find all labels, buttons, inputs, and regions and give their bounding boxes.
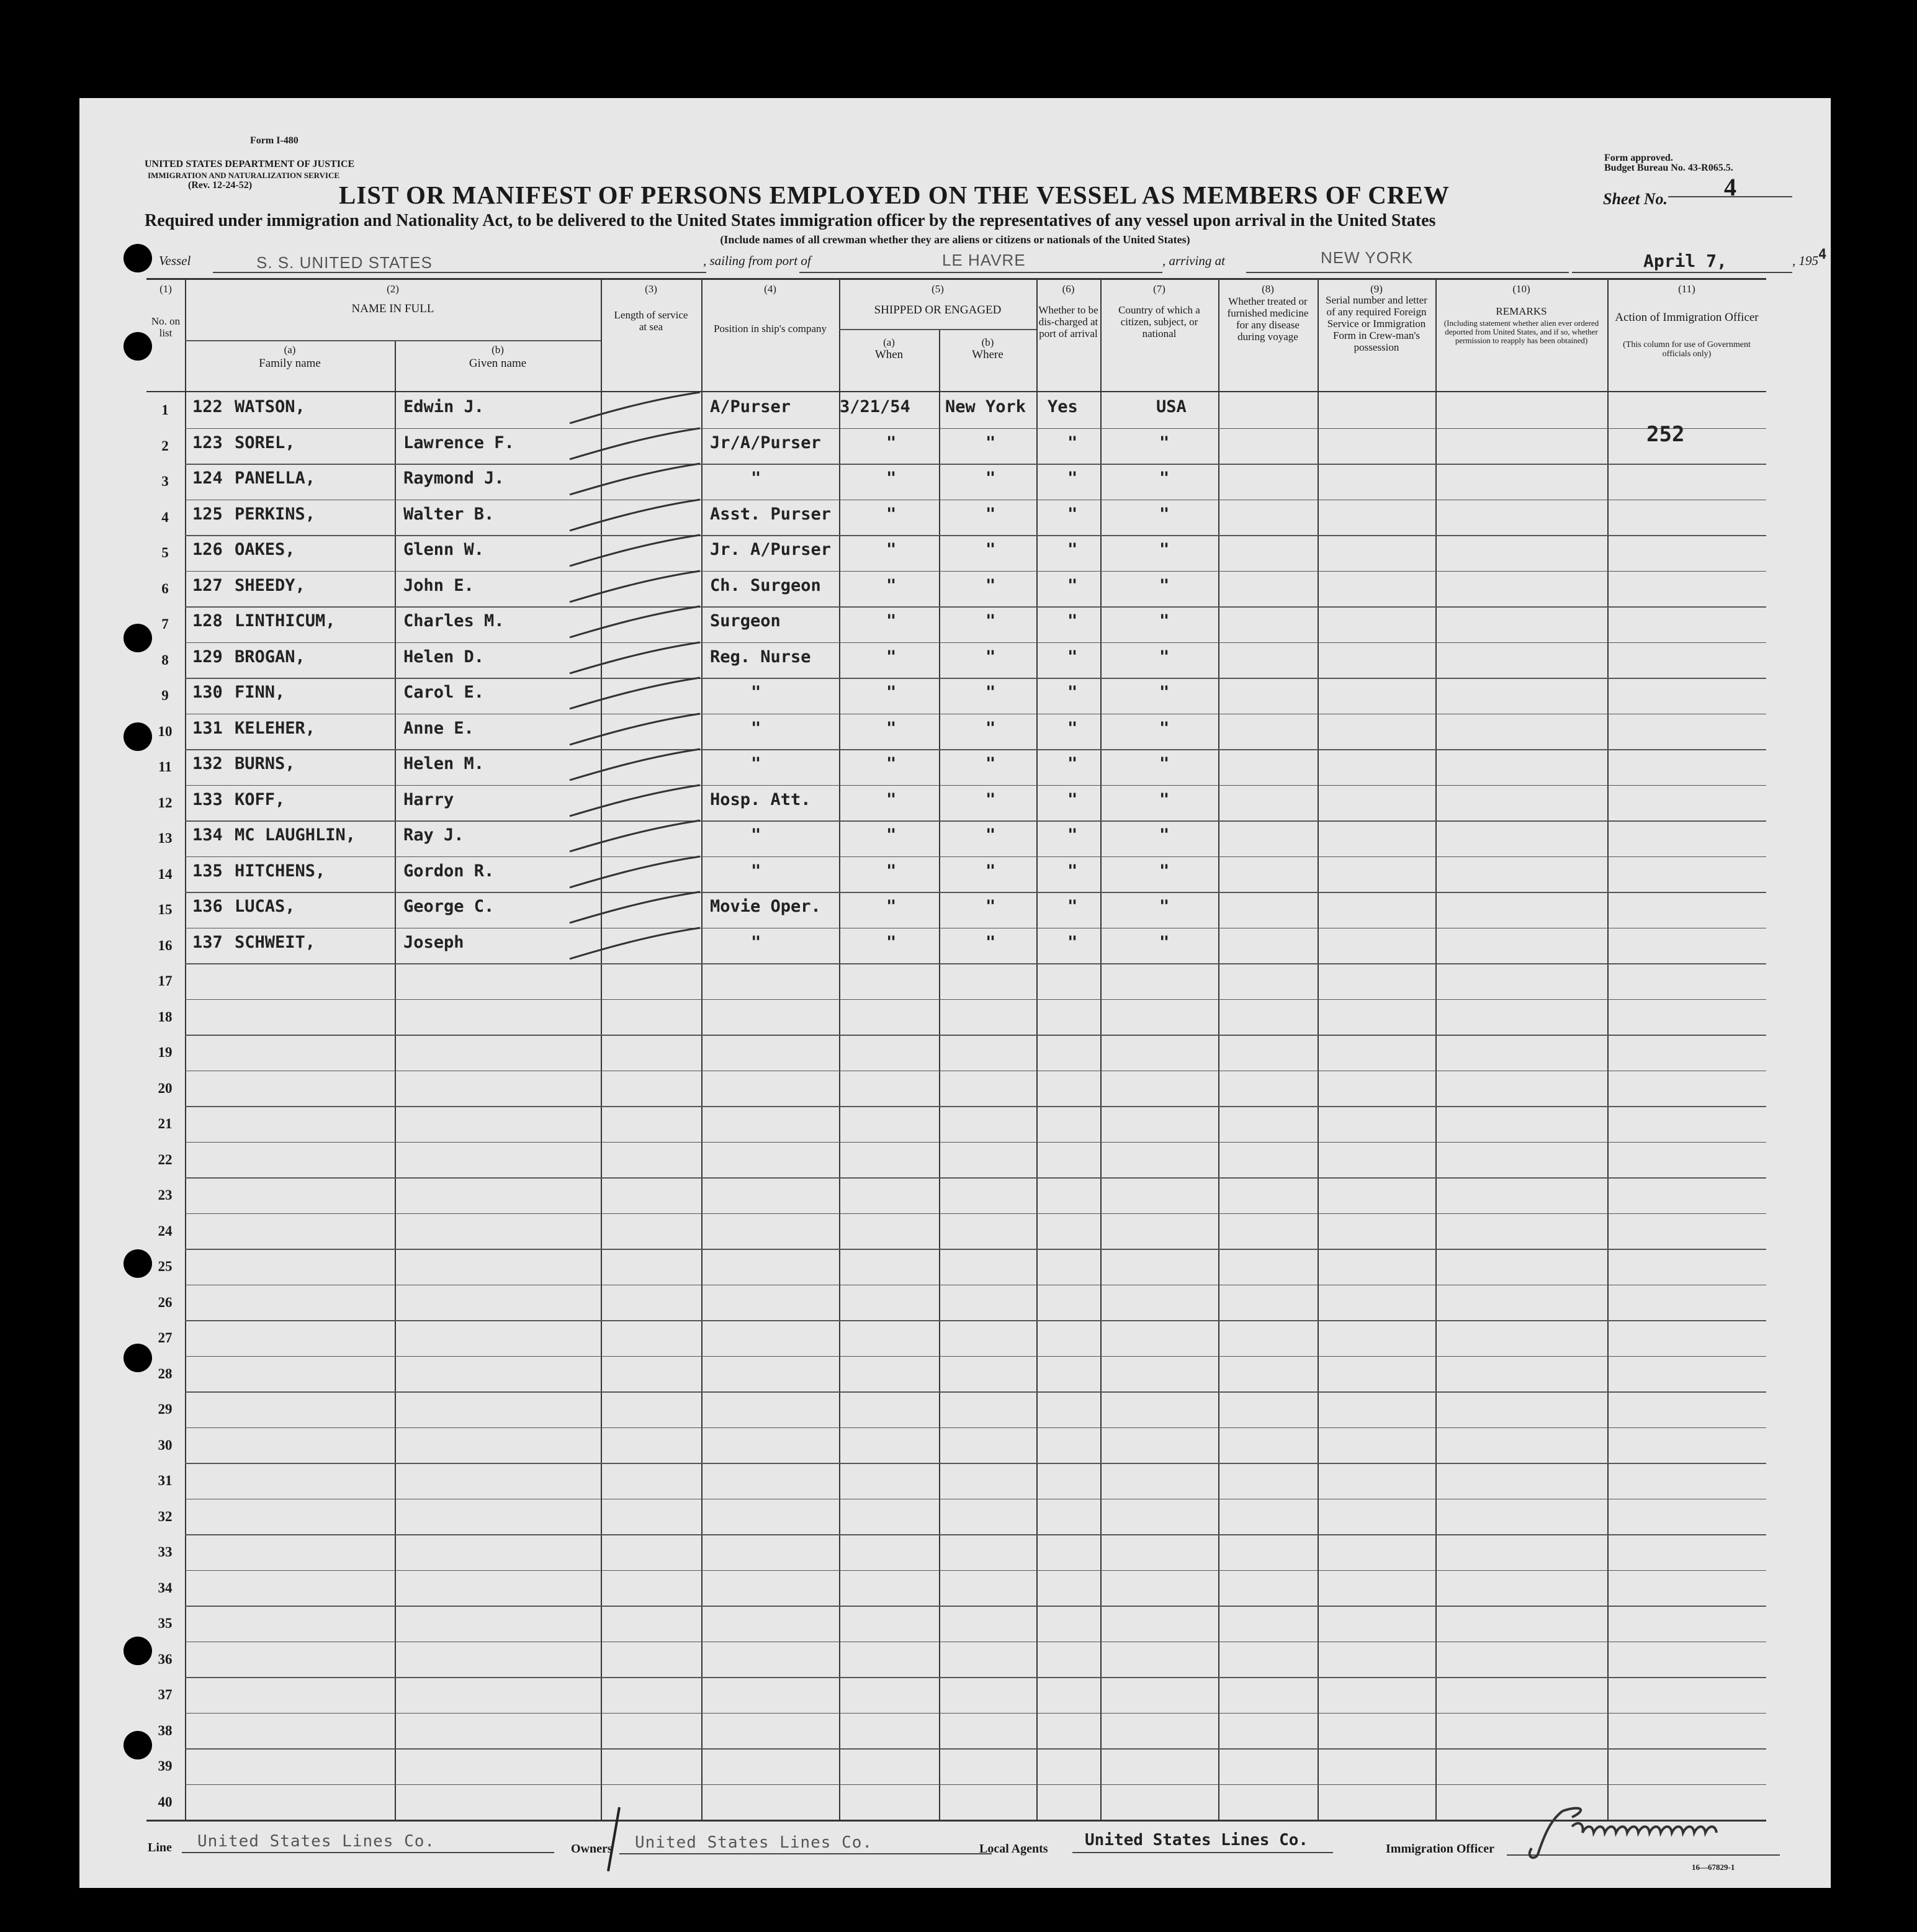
row-rule [185, 1606, 1766, 1607]
cell-discharged: " [1067, 897, 1078, 916]
row-rule [185, 535, 1766, 536]
row-number: 21 [158, 1116, 173, 1131]
col11-heading: Action of Immigration Officer [1615, 311, 1759, 324]
row-number: 12 [158, 794, 173, 811]
cell-discharged: " [1067, 647, 1078, 667]
col5a-heading: When [874, 348, 904, 361]
cell-discharged: " [1067, 754, 1078, 773]
cell-country: " [1159, 504, 1170, 524]
cell-position: Surgeon [710, 611, 781, 631]
cell-family: SCHWEIT, [235, 932, 316, 952]
cell-seq: 132 [192, 754, 223, 773]
col8-number: (8) [1262, 283, 1274, 295]
manifest-sheet [79, 98, 1831, 1888]
col2-number: (2) [387, 283, 399, 295]
cell-country: " [1159, 433, 1170, 452]
row-number: 32 [158, 1508, 173, 1524]
form-revision: (Rev. 12-24-52) [188, 180, 253, 191]
row-rule [185, 642, 1766, 644]
row-rule [185, 714, 1766, 715]
budget-bureau: Budget Bureau No. 43-R065.5. [1604, 163, 1733, 173]
row-rule [185, 1249, 1766, 1250]
cell-country: " [1159, 825, 1170, 845]
cell-family: KOFF, [235, 789, 285, 809]
year-label: , 195 [1792, 253, 1818, 268]
cell-given: Gordon R. [403, 861, 495, 881]
cell-when: " [886, 789, 897, 809]
cell-action: 252 [1646, 421, 1685, 447]
cell-country: " [1159, 718, 1170, 738]
col2a-number: (a) [284, 344, 296, 356]
cell-position: " [751, 683, 761, 702]
row-rule [185, 571, 1766, 572]
col1-number: (1) [159, 283, 172, 295]
row-rule [185, 606, 1766, 608]
col5-number: (5) [932, 283, 944, 295]
cell-country: " [1159, 861, 1170, 881]
cell-country: " [1159, 683, 1170, 702]
row-rule [185, 892, 1766, 893]
row-rule [185, 749, 1766, 750]
row-rule [185, 1071, 1766, 1072]
cell-discharged: " [1067, 540, 1078, 559]
cell-discharged: " [1067, 825, 1078, 845]
cell-given: Edwin J. [403, 397, 485, 416]
cell-where: " [985, 433, 996, 452]
sheet-number: 4 [1724, 173, 1736, 201]
row-rule [185, 1213, 1766, 1215]
cell-position: Jr/A/Purser [710, 433, 821, 452]
cell-given: Helen D. [403, 647, 485, 667]
row-number: 28 [158, 1365, 173, 1382]
cell-seq: 126 [192, 540, 223, 559]
cell-when: " [886, 540, 897, 559]
cell-when: " [886, 825, 897, 845]
row-number: 5 [161, 545, 169, 560]
col6-number: (6) [1062, 283, 1075, 295]
row-number: 17 [158, 973, 173, 989]
row-rule [185, 678, 1766, 679]
cell-country: " [1159, 540, 1170, 559]
binder-hole [123, 624, 152, 652]
cell-when: " [886, 433, 897, 452]
cell-seq: 131 [192, 718, 223, 738]
service-name: IMMIGRATION AND NATURALIZATION SERVICE [148, 171, 340, 180]
binder-hole [123, 1637, 152, 1665]
cell-seq: 125 [192, 504, 223, 524]
cell-where: " [985, 611, 996, 631]
cell-family: LUCAS, [235, 897, 295, 916]
row-rule [185, 1570, 1766, 1571]
port-name: LE HAVRE [942, 251, 1026, 269]
cell-position: Hosp. Att. [710, 789, 811, 809]
col5b-heading: Where [972, 348, 1003, 361]
cell-when: " [886, 575, 897, 595]
cell-position: Asst. Purser [710, 504, 832, 524]
cell-when: " [886, 754, 897, 773]
col10-note: (Including statement whether alien ever ordered deported from United States, and if so, whether permission to reapply has been obtained) [1443, 318, 1599, 345]
row-rule [185, 500, 1766, 501]
row-number: 23 [158, 1187, 173, 1203]
row-number: 16 [158, 937, 173, 953]
cell-country: " [1159, 469, 1170, 488]
cell-family: PERKINS, [235, 504, 316, 524]
row-number: 38 [158, 1722, 173, 1738]
form-subtitle: Required under immigration and Nationality Act, to be delivered to the United States immigration officer by the representatives of any vessel upon arrival in the United States [145, 211, 1436, 230]
row-number: 4 [161, 509, 169, 525]
cell-country: USA [1156, 397, 1187, 416]
cell-country: " [1159, 754, 1170, 773]
arrival-date: April 7, [1643, 251, 1727, 271]
cell-when: 3/21/54 [840, 397, 910, 416]
col10-number: (10) [1512, 283, 1530, 295]
line-field [182, 1830, 554, 1853]
row-number: 8 [161, 652, 169, 668]
row-rule [185, 1499, 1766, 1500]
cell-position: Jr. A/Purser [710, 540, 832, 559]
cell-family: HITCHENS, [235, 861, 326, 881]
cell-given: Carol E. [403, 683, 485, 702]
cell-given: Lawrence F. [403, 433, 514, 452]
row-number: 22 [158, 1151, 173, 1167]
row-rule [185, 999, 1766, 1000]
cell-discharged: " [1067, 683, 1078, 702]
officer-label: Immigration Officer [1386, 1842, 1494, 1856]
cell-where: " [985, 683, 996, 702]
cell-seq: 127 [192, 575, 223, 595]
cell-discharged: " [1067, 469, 1078, 488]
row-rule [185, 1642, 1766, 1643]
row-rule [185, 1463, 1766, 1464]
col10-heading: REMARKS [1496, 305, 1547, 317]
row-rule [185, 1320, 1766, 1321]
cell-country: " [1159, 932, 1170, 952]
service-tick-mark [563, 923, 706, 966]
col6-heading: Whether to be dis-charged at port of arrival [1038, 304, 1098, 339]
cell-given: Raymond J. [403, 469, 505, 488]
row-rule [185, 1713, 1766, 1714]
cell-discharged: " [1067, 718, 1078, 738]
cell-when: " [886, 647, 897, 667]
cell-family: BROGAN, [235, 647, 305, 667]
row-number: 26 [158, 1294, 173, 1310]
cell-where: New York [945, 397, 1026, 416]
col2b-number: (b) [492, 344, 504, 356]
cell-discharged: " [1067, 932, 1078, 952]
form-number: Form I-480 [250, 135, 299, 146]
cell-discharged: " [1067, 861, 1078, 881]
cell-given: John E. [403, 575, 474, 595]
cell-when: " [886, 683, 897, 702]
cell-position: A/Purser [710, 397, 791, 416]
officer-signature [1513, 1799, 1774, 1867]
col3-number: (3) [645, 283, 657, 295]
cell-discharged: Yes [1048, 397, 1078, 416]
cell-position: " [751, 754, 761, 773]
row-number: 37 [158, 1687, 173, 1702]
cell-seq: 122 [192, 397, 223, 416]
cell-where: " [985, 504, 996, 524]
binder-hole [123, 1731, 152, 1759]
row-rule [185, 1356, 1766, 1357]
form-title: LIST OR MANIFEST OF PERSONS EMPLOYED ON THE VESSEL AS MEMBERS OF CREW [339, 181, 1450, 209]
row-rule [185, 928, 1766, 929]
cell-given: Charles M. [403, 611, 505, 631]
row-rule [185, 1748, 1766, 1750]
cell-when: " [886, 861, 897, 881]
row-rule [185, 1035, 1766, 1036]
cell-family: PANELLA, [235, 469, 316, 488]
arriving-label: , arriving at [1162, 253, 1225, 268]
printer-code: 16—67829-1 [1692, 1862, 1735, 1872]
binder-hole [123, 332, 152, 361]
col8-heading: Whether treated or furnished medicine for any disease during voyage [1227, 295, 1309, 343]
row-number: 2 [161, 438, 169, 454]
owners-pen-mark [601, 1806, 626, 1874]
cell-given: George C. [403, 897, 495, 916]
cell-seq: 135 [192, 861, 223, 881]
col7-heading: Country of which a citizen, subject, or national [1118, 304, 1200, 339]
cell-seq: 129 [192, 647, 223, 667]
cell-where: " [985, 718, 996, 738]
col3-heading: Length of service at sea [614, 309, 688, 333]
cell-given: Anne E. [403, 718, 474, 738]
row-number: 34 [158, 1579, 173, 1596]
col4-number: (4) [764, 283, 776, 295]
cell-seq: 134 [192, 825, 223, 845]
agents-value: United States Lines Co. [1085, 1831, 1309, 1849]
cell-where: " [985, 897, 996, 916]
cell-when: " [886, 932, 897, 952]
row-number: 40 [158, 1794, 173, 1810]
binder-hole [123, 722, 152, 751]
col2-heading: NAME IN FULL [351, 302, 434, 315]
cell-family: FINN, [235, 683, 285, 702]
cell-when: " [886, 611, 897, 631]
cell-position: " [751, 718, 761, 738]
col7-number: (7) [1153, 283, 1165, 295]
cell-discharged: " [1067, 433, 1078, 452]
cell-given: Harry [403, 789, 454, 809]
cell-family: BURNS, [235, 754, 295, 773]
cell-family: KELEHER, [235, 718, 316, 738]
form-note: (Include names of all crewman whether they are aliens or citizens or nationals of the United States) [720, 233, 1190, 246]
col4-heading: Position in ship's company [713, 323, 827, 335]
cell-when: " [886, 897, 897, 916]
cell-position: Movie Oper. [710, 897, 821, 916]
cell-seq: 133 [192, 789, 223, 809]
col9-number: (9) [1370, 283, 1383, 295]
sailing-label: , sailing from port of [703, 253, 811, 268]
cell-where: " [985, 469, 996, 488]
row-rule [185, 856, 1766, 858]
cell-discharged: " [1067, 789, 1078, 809]
cell-seq: 128 [192, 611, 223, 631]
col2a-heading: Family name [259, 357, 321, 370]
crew-table-body [79, 98, 1831, 1888]
col5b-number: (b) [981, 336, 994, 348]
cell-given: Ray J. [403, 825, 464, 845]
line-label: Line [148, 1841, 172, 1854]
cell-when: " [886, 718, 897, 738]
cell-family: SHEEDY, [235, 575, 305, 595]
cell-family: MC LAUGHLIN, [235, 825, 356, 845]
col5a-number: (a) [883, 336, 895, 348]
row-number: 35 [158, 1615, 173, 1631]
cell-seq: 136 [192, 897, 223, 916]
row-number: 3 [161, 474, 169, 489]
row-number: 33 [158, 1544, 173, 1560]
row-number: 14 [158, 866, 173, 882]
binder-hole [123, 244, 152, 272]
col9-heading: Serial number and letter of any required Foreign Service or Immigration Form in Crew-man's possession [1326, 294, 1427, 353]
cell-when: " [886, 504, 897, 524]
col5-heading: SHIPPED OR ENGAGED [874, 303, 1002, 317]
row-number: 27 [158, 1330, 173, 1346]
cell-position: " [751, 861, 761, 881]
col2b-heading: Given name [469, 357, 527, 370]
cell-where: " [985, 647, 996, 667]
cell-position: Reg. Nurse [710, 647, 811, 667]
row-number: 18 [158, 1009, 173, 1025]
cell-where: " [985, 540, 996, 559]
row-rule [185, 1177, 1766, 1179]
cell-discharged: " [1067, 611, 1078, 631]
cell-position: " [751, 825, 761, 845]
row-number: 13 [158, 830, 173, 846]
row-rule [185, 1427, 1766, 1429]
col11-number: (11) [1678, 283, 1695, 295]
cell-family: OAKES, [235, 540, 295, 559]
cell-position: Ch. Surgeon [710, 575, 821, 595]
row-number: 24 [158, 1223, 173, 1239]
cell-seq: 137 [192, 932, 223, 952]
col11-note: (This column for use of Government officials only) [1623, 340, 1751, 359]
row-number: 39 [158, 1758, 173, 1774]
cell-position: " [751, 932, 761, 952]
cell-where: " [985, 789, 996, 809]
row-number: 19 [158, 1045, 173, 1060]
agents-field [1072, 1830, 1333, 1853]
cell-seq: 130 [192, 683, 223, 702]
row-rule [185, 1677, 1766, 1678]
row-number: 36 [158, 1651, 173, 1667]
row-rule [185, 1285, 1766, 1286]
row-number: 10 [158, 723, 173, 739]
cell-family: SOREL, [235, 433, 295, 452]
vessel-name: S. S. UNITED STATES [256, 253, 433, 272]
row-number: 9 [161, 688, 169, 703]
cell-country: " [1159, 647, 1170, 667]
cell-given: Walter B. [403, 504, 495, 524]
arrival-port: NEW YORK [1321, 248, 1414, 267]
vessel-label: Vessel [159, 253, 191, 268]
row-number: 31 [158, 1473, 173, 1488]
cell-position: " [751, 469, 761, 488]
cell-country: " [1159, 897, 1170, 916]
cell-given: Helen M. [403, 754, 485, 773]
line-value: United States Lines Co. [197, 1832, 436, 1851]
row-rule [185, 1784, 1766, 1786]
cell-discharged: " [1067, 575, 1078, 595]
row-rule [185, 1391, 1766, 1393]
row-rule [185, 820, 1766, 822]
row-number: 29 [158, 1401, 173, 1417]
cell-country: " [1159, 789, 1170, 809]
cell-when: " [886, 469, 897, 488]
row-rule [185, 464, 1766, 465]
col1-heading: No. on list [151, 315, 181, 339]
row-rule [185, 1142, 1766, 1143]
cell-given: Joseph [403, 932, 464, 952]
binder-hole [123, 1249, 152, 1278]
row-rule [185, 785, 1766, 786]
row-rule [185, 1534, 1766, 1535]
row-number: 30 [158, 1437, 173, 1453]
sheet-label: Sheet No. [1603, 190, 1668, 208]
department-name: UNITED STATES DEPARTMENT OF JUSTICE [145, 159, 355, 169]
row-number: 6 [161, 580, 169, 596]
cell-seq: 124 [192, 469, 223, 488]
row-number: 1 [161, 402, 169, 418]
row-rule [185, 1106, 1766, 1107]
cell-family: WATSON, [235, 397, 305, 416]
row-number: 11 [158, 759, 172, 775]
row-rule [185, 428, 1766, 429]
cell-seq: 123 [192, 433, 223, 452]
cell-country: " [1159, 575, 1170, 595]
cell-where: " [985, 861, 996, 881]
cell-where: " [985, 825, 996, 845]
owners-label: Owners [571, 1842, 613, 1856]
row-number: 20 [158, 1080, 173, 1096]
cell-given: Glenn W. [403, 540, 485, 559]
row-number: 25 [158, 1259, 173, 1274]
row-number: 7 [161, 616, 169, 632]
row-number: 15 [158, 902, 173, 917]
cell-country: " [1159, 611, 1170, 631]
owners-value: United States Lines Co. [635, 1833, 873, 1852]
year-digit: 4 [1818, 247, 1827, 263]
cell-family: LINTHICUM, [235, 611, 336, 631]
cell-where: " [985, 575, 996, 595]
row-rule [185, 963, 1766, 964]
owners-field [619, 1831, 992, 1854]
cell-where: " [985, 932, 996, 952]
agents-label: Local Agents [979, 1842, 1048, 1856]
form-approval: Form approved. [1604, 153, 1673, 163]
cell-discharged: " [1067, 504, 1078, 524]
binder-hole [123, 1344, 152, 1372]
cell-where: " [985, 754, 996, 773]
